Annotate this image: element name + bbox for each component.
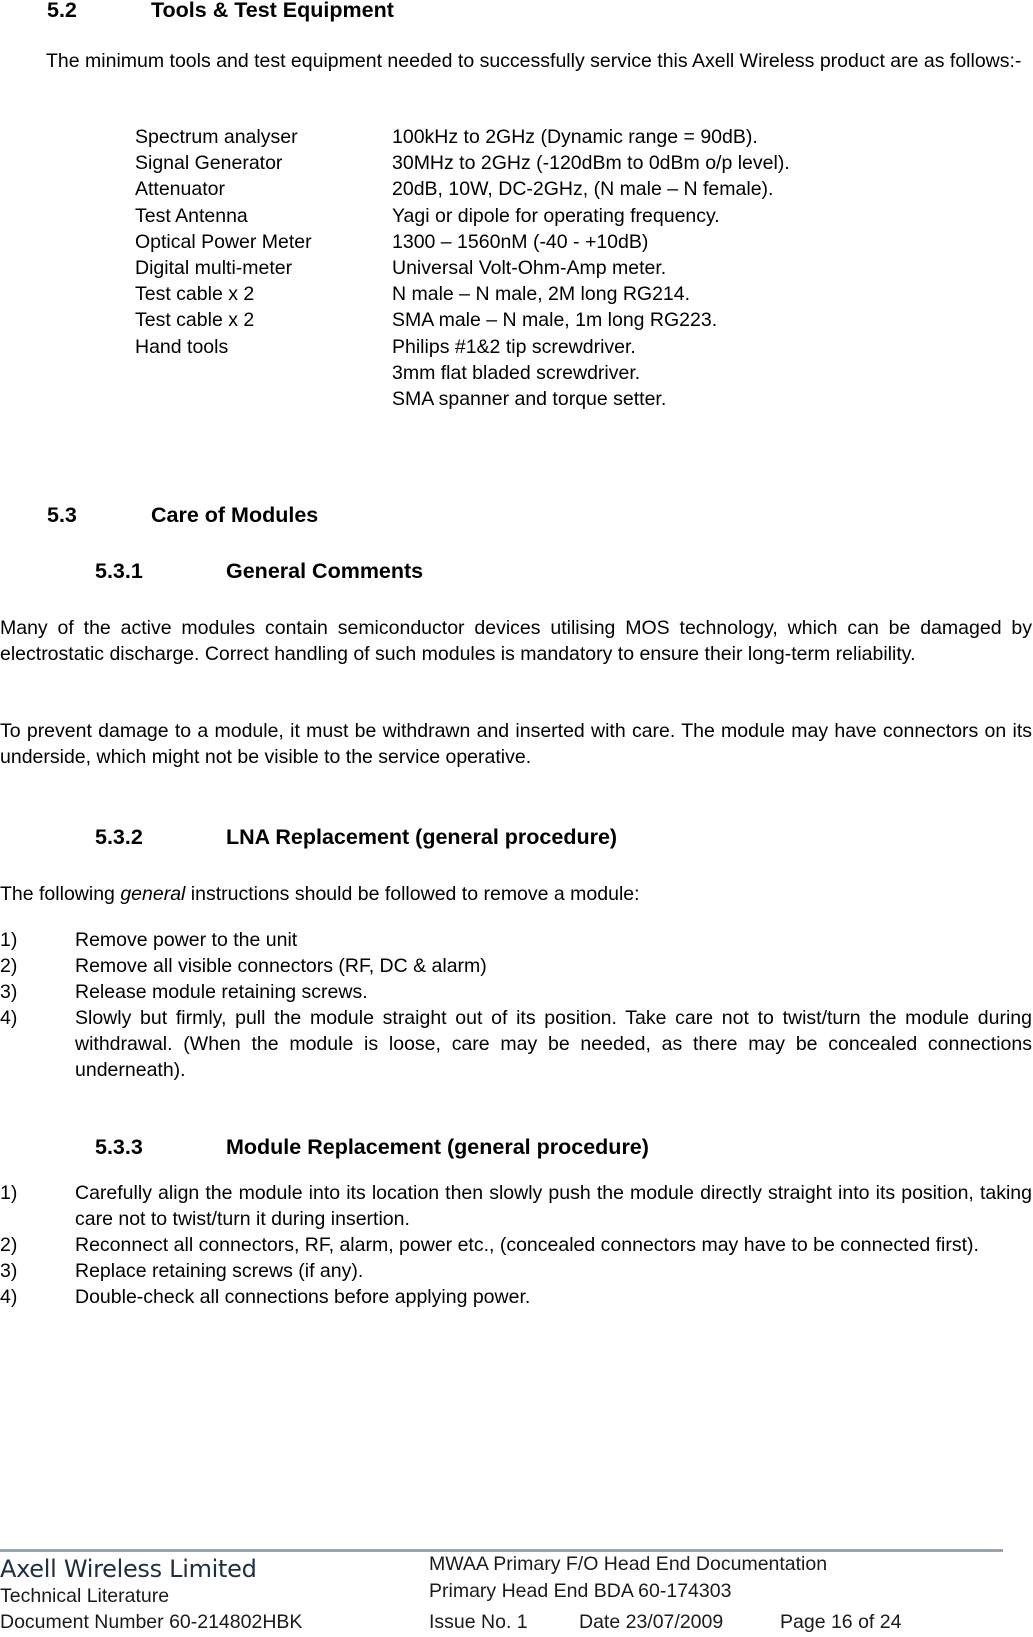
equipment-name: Spectrum analyser xyxy=(135,126,298,148)
section-5-3-1-title: General Comments xyxy=(226,559,424,583)
section-5-2-title: Tools & Test Equipment xyxy=(151,0,394,22)
equipment-spec: 100kHz to 2GHz (Dynamic range = 90dB). xyxy=(392,126,758,148)
list-item-text: Double-check all connections before applying power. xyxy=(75,1286,531,1308)
equipment-row xyxy=(135,255,955,281)
equipment-row xyxy=(135,176,955,202)
section-5-3-2-number: 5.3.2 xyxy=(95,825,143,849)
equipment-spec: Universal Volt-Ohm-Amp meter. xyxy=(392,256,667,279)
section-5-2-number: 5.2 xyxy=(47,0,77,22)
equipment-spec: 3mm flat bladed screwdriver. xyxy=(392,361,641,384)
lna-intro-before: The following xyxy=(0,883,121,905)
list-item xyxy=(0,1232,1032,1258)
equipment-name: Test Antenna xyxy=(135,204,248,227)
list-item-number: 2) xyxy=(0,1234,18,1256)
section-5-3-1-number: 5.3.1 xyxy=(95,559,143,583)
lna-intro-after: instructions should be followed to remove a module: xyxy=(185,883,640,905)
list-item-number: 2) xyxy=(0,955,18,977)
general-comments-paragraph-1: Many of the active modules contain semiconductor devices utilising MOS technology, which can be damaged by electrostatic discharge. Correct handling of such modules is mandatory to ensure their long-term reliability. xyxy=(0,617,1032,665)
equipment-spec: Yagi or dipole for operating frequency. xyxy=(392,204,720,227)
section-5-3-3-number: 5.3.3 xyxy=(95,1135,143,1159)
equipment-spec: Philips #1&2 tip screwdriver. xyxy=(392,335,636,358)
list-item-number: 1) xyxy=(0,1182,18,1204)
list-item xyxy=(0,979,1032,1005)
lna-steps-list xyxy=(0,927,1032,1083)
equipment-name: Signal Generator xyxy=(135,152,283,175)
section-5-3-title: Care of Modules xyxy=(151,503,319,527)
equipment-row xyxy=(135,386,955,412)
lna-intro-emphasis: general xyxy=(120,883,186,905)
footer-subtitle: Technical Literature xyxy=(0,1585,170,1607)
equipment-name: Digital multi-meter xyxy=(135,256,293,279)
footer-document-number: Document Number 60-214802HBK xyxy=(0,1611,303,1633)
equipment-spec: SMA male – N male, 1m long RG223. xyxy=(392,309,718,332)
list-item-text: Slowly but firmly, pull the module straight out of its position. Take care not to twist/turn the module during withdrawal. (When the module is loose, care may be needed, as there may be concealed connections underneath). xyxy=(75,1007,1032,1081)
equipment-row xyxy=(135,360,955,386)
equipment-name: Attenuator xyxy=(135,178,225,201)
list-item-text: Release module retaining screws. xyxy=(75,981,368,1003)
section-5-3-2-title: LNA Replacement (general procedure) xyxy=(226,825,618,849)
equipment-name: Test cable x 2 xyxy=(135,309,255,332)
list-item xyxy=(0,1005,1032,1083)
list-item xyxy=(0,1258,1032,1284)
list-item xyxy=(0,1180,1032,1232)
list-item-text: Carefully align the module into its location then slowly push the module directly straight into its position, taking care not to twist/turn it during insertion. xyxy=(75,1182,1032,1230)
list-item xyxy=(0,953,1032,979)
general-comments-paragraph-2: To prevent damage to a module, it must be withdrawn and inserted with care. The module may have connectors on its underside, which might not be visible to the service operative. xyxy=(0,720,1032,768)
list-item xyxy=(0,927,1032,953)
equipment-spec: SMA spanner and torque setter. xyxy=(392,387,667,410)
section-5-2-intro: The minimum tools and test equipment needed to successfully service this Axell Wireless product are as follows:- xyxy=(46,50,1022,72)
equipment-spec: 1300 – 1560nM (-40 - +10dB) xyxy=(392,230,649,253)
list-item-text: Replace retaining screws (if any). xyxy=(75,1260,364,1282)
equipment-row xyxy=(135,229,955,255)
equipment-row xyxy=(135,281,955,307)
list-item-text: Reconnect all connectors, RF, alarm, power etc., (concealed connectors may have to be connected first). xyxy=(75,1234,979,1256)
list-item-text: Remove all visible connectors (RF, DC & alarm) xyxy=(75,955,487,977)
list-item xyxy=(0,1284,1032,1310)
footer-page-number: Page 16 of 24 xyxy=(780,1611,902,1633)
list-item-number: 3) xyxy=(0,981,18,1003)
footer-company-name: Axell Wireless Limited xyxy=(0,1555,257,1583)
equipment-spec: 30MHz to 2GHz (-120dBm to 0dBm o/p level). xyxy=(392,152,790,175)
list-item-number: 1) xyxy=(0,929,18,951)
lna-intro xyxy=(0,881,640,907)
equipment-row xyxy=(135,150,955,176)
equipment-name: Hand tools xyxy=(135,335,229,358)
equipment-spec: N male – N male, 2M long RG214. xyxy=(392,283,691,306)
footer-divider xyxy=(0,1549,1003,1552)
section-5-3-3-title: Module Replacement (general procedure) xyxy=(226,1135,649,1159)
footer-date: Date 23/07/2009 xyxy=(579,1611,724,1633)
equipment-list xyxy=(135,124,955,412)
equipment-spec: 20dB, 10W, DC-2GHz, (N male – N female). xyxy=(392,178,774,201)
equipment-row xyxy=(135,203,955,229)
equipment-row xyxy=(135,124,955,150)
list-item-number: 4) xyxy=(0,1286,18,1308)
list-item-number: 4) xyxy=(0,1007,18,1029)
list-item-text: Remove power to the unit xyxy=(75,929,298,951)
equipment-row xyxy=(135,307,955,333)
equipment-row xyxy=(135,334,955,360)
footer-title-line-1: MWAA Primary F/O Head End Documentation xyxy=(429,1553,828,1575)
footer-issue-number: Issue No. 1 xyxy=(429,1611,528,1633)
equipment-name: Test cable x 2 xyxy=(135,283,255,306)
list-item-number: 3) xyxy=(0,1260,18,1282)
equipment-name: Optical Power Meter xyxy=(135,230,312,253)
section-5-3-number: 5.3 xyxy=(47,503,77,527)
footer-title-line-2: Primary Head End BDA 60-174303 xyxy=(429,1580,732,1602)
module-replacement-steps-list xyxy=(0,1180,1032,1310)
